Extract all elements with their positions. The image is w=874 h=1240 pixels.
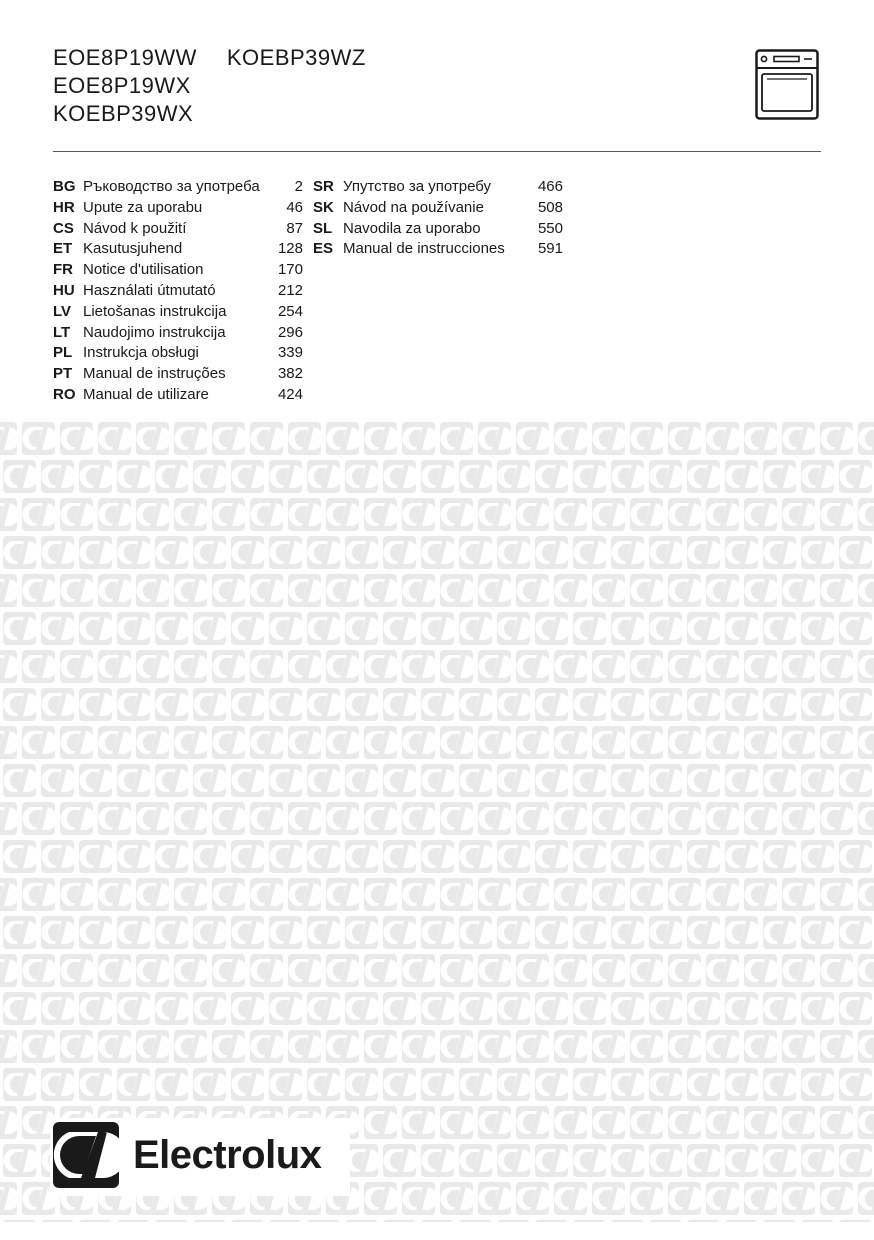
language-manual-title: Manual de instruções (83, 365, 226, 383)
language-code: FR (53, 261, 73, 279)
language-code: LT (53, 323, 71, 341)
brand-logo (50, 1118, 350, 1196)
language-manual-title: Kasutusjuhend (83, 240, 183, 258)
model-row-3 (53, 100, 366, 128)
language-code: SK (313, 198, 334, 216)
electrolux-logo-icon (53, 1122, 119, 1188)
language-entry (53, 219, 303, 240)
language-manual-title: Manual de instrucciones (343, 240, 505, 258)
page-number: 212 (277, 281, 303, 299)
language-entry (313, 239, 563, 260)
language-code: ET (53, 240, 73, 258)
page-number: 296 (277, 323, 303, 341)
language-list-right (313, 177, 563, 260)
language-entry (53, 343, 303, 364)
page-number: 424 (277, 385, 303, 403)
page-number: 508 (537, 198, 563, 216)
page-number: 46 (286, 198, 303, 216)
language-code: BG (53, 178, 76, 195)
language-manual-title: Naudojimo instrukcija (83, 323, 226, 341)
divider-line (53, 151, 821, 152)
language-manual-title: Instrukcja obsługi (83, 344, 199, 362)
language-entry (53, 177, 303, 198)
model-number: EOE8P19WX (53, 73, 191, 98)
page-number: 550 (537, 219, 563, 237)
page-number: 382 (277, 365, 303, 383)
language-code: CS (53, 219, 74, 237)
model-numbers (53, 44, 366, 128)
language-entry (53, 323, 303, 344)
language-code: ES (313, 240, 334, 258)
oven-icon (755, 49, 819, 120)
language-manual-title: Упутство за употребу (343, 178, 492, 195)
language-manual-title: Návod na používanie (343, 198, 484, 216)
page-number: 2 (294, 178, 303, 195)
language-manual-title: Notice d'utilisation (83, 261, 204, 279)
model-number: KOEBP39WZ (226, 45, 366, 70)
model-number: KOEBP39WX (53, 101, 194, 126)
language-manual-title: Návod k použití (83, 219, 187, 237)
model-row-2 (53, 72, 366, 100)
language-code: SL (313, 219, 333, 237)
model-row-1 (53, 44, 366, 72)
page-number: 128 (277, 240, 303, 258)
language-code: RO (53, 385, 76, 403)
language-entry (53, 364, 303, 385)
page-number: 87 (286, 219, 303, 237)
page-number: 339 (277, 344, 303, 362)
page-number: 591 (537, 240, 563, 258)
language-list-left (53, 177, 303, 406)
language-manual-title: Lietošanas instrukcija (83, 302, 227, 320)
language-entry (53, 260, 303, 281)
electrolux-pattern-icon (0, 422, 874, 1222)
brand-name: Electrolux (133, 1133, 322, 1177)
language-code: PT (53, 365, 73, 383)
language-entry (53, 302, 303, 323)
language-code: LV (53, 302, 72, 320)
language-code: HR (53, 198, 75, 216)
language-entry (313, 198, 563, 219)
language-manual-title: Manual de utilizare (83, 385, 209, 403)
language-entry (313, 177, 563, 198)
language-entry (313, 219, 563, 240)
page-number: 254 (277, 302, 303, 320)
language-manual-title: Upute za uporabu (83, 198, 203, 216)
language-manual-title: Használati útmutató (83, 281, 216, 299)
language-code: PL (53, 344, 73, 362)
language-entry (53, 198, 303, 219)
page-number: 170 (277, 261, 303, 279)
language-entry (53, 385, 303, 406)
language-entry (53, 281, 303, 302)
language-manual-title: Ръководство за употреба (83, 178, 260, 195)
language-entry (53, 239, 303, 260)
language-manual-title: Navodila za uporabo (343, 219, 481, 237)
language-code: SR (313, 178, 334, 195)
language-code: HU (53, 281, 75, 299)
model-number: EOE8P19WW (53, 45, 197, 70)
page-number: 466 (537, 178, 563, 195)
